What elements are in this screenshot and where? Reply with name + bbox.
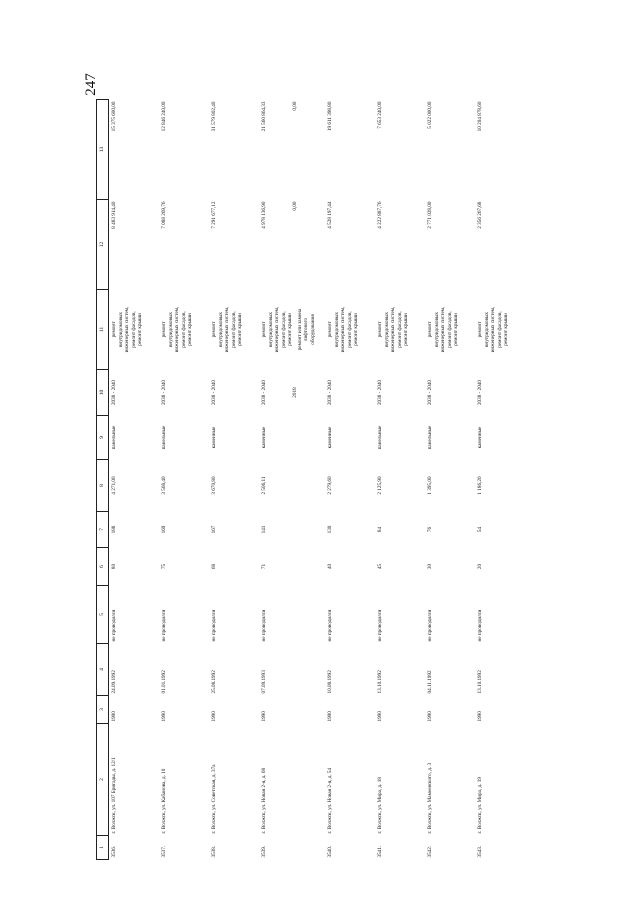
year-cell: 1990 [377,711,383,722]
period-text: 2038 - 2040 [477,379,483,406]
cost-value: 7 088 269,76 [161,201,167,229]
value-cell: 68 [211,563,217,570]
row-number: 3538. [211,845,217,858]
works-cell [259,290,325,370]
work-line: ремонт крыши [287,313,293,346]
column-header: 13 [97,100,109,200]
wall-material-cell: каменные [211,426,217,449]
total-cell [325,100,375,200]
address-cell: г. Волжск, ул. Мира, д. 19 [477,777,483,834]
cost-cell [109,200,160,290]
last-repair-cell: не проводился [477,609,483,642]
total-value: 15 375 600,00 [111,101,117,132]
column-header: 10 [97,370,109,416]
column-header: 7 [97,512,109,548]
year-cell: 1990 [211,711,217,722]
table-row [425,100,475,860]
period-cell [425,370,475,416]
total-cell [159,100,209,200]
period-text: 2038 - 2040 [211,379,217,406]
year-cell: 1990 [161,711,167,722]
rotated-table-container [96,100,546,860]
wall-material-cell: панельные [111,425,117,450]
column-header: 9 [97,416,109,460]
value-cell: 75 [161,563,167,570]
cost-cell [209,200,259,290]
work-line: ремонт крыши [137,313,143,346]
table-row [375,100,425,860]
works-cell [159,290,209,370]
work-line: внутридомовых [333,311,340,348]
row-number: 3540. [327,845,333,858]
work-line: ремонт [477,321,483,338]
area-cell: 3 568,40 [161,476,167,495]
work-line: инженерных систем, [274,306,280,353]
date-cell: 04.11.1992 [427,670,433,694]
column-header: 5 [97,586,109,644]
total-value: 0,00 [291,101,298,111]
address-cell: г. Волжск, ул. Новая 2-я, д. 54 [327,767,333,834]
works-cell [209,290,259,370]
page-number: 247 [82,73,99,96]
work-line: ремонт [211,321,217,338]
column-header: 11 [97,290,109,370]
wall-material-cell: каменные [477,426,483,449]
work-line: ремонт крыши [187,313,193,346]
total-cell [475,100,525,200]
period-text: 2018 [291,387,298,398]
row-number: 3537. [161,845,167,858]
value-cell: 167 [211,525,217,534]
period-text: 2038 - 2040 [377,379,383,406]
work-line: внутридомовых [117,311,124,348]
column-header: 8 [97,460,109,512]
last-repair-cell: не проводился [211,609,217,642]
total-value: 10 204 878,60 [477,101,483,132]
work-line: ремонт фасадов, [230,311,237,348]
work-line: внутридомовых [433,311,440,348]
table-row [325,100,375,860]
work-line: инженерных систем, [124,306,130,353]
cost-value: 0,00 [291,201,298,211]
works-cell [325,290,375,370]
last-repair-cell: не проводился [427,609,433,642]
date-cell: 07.09.1993 [261,670,267,694]
address-cell: г. Волжск, ул. 107 Бригады, д. 12/1 [111,757,117,834]
work-line: ремонт фасадов, [496,311,503,348]
row-number: 3536. [111,845,117,858]
date-cell: 25.08.1992 [211,670,217,694]
wall-material-cell: панельные [377,425,383,450]
work-line: ремонт крыши [353,313,359,346]
cost-cell [375,200,425,290]
area-cell: 2 125,90 [377,476,383,495]
area-cell: 4 271,00 [111,476,117,495]
wall-material-cell: панельные [161,425,167,450]
total-cell [209,100,259,200]
year-cell: 1990 [261,711,267,722]
address-cell: г. Волжск, ул. Новая 2-я, д. 68 [261,767,267,834]
date-cell: 10.08.1992 [327,670,333,694]
value-cell: 188 [111,525,117,534]
column-header: 2 [97,724,109,836]
total-value: 31 579 802,40 [211,101,217,132]
work-line: ремонт крыши [237,313,243,346]
value-cell: 80 [111,563,117,570]
year-cell: 1990 [111,711,117,722]
cost-value: 4 528 197,44 [327,201,333,229]
period-text: 2038 - 2040 [111,379,117,406]
row-number: 3539. [261,845,267,858]
cost-value: 2 771 028,00 [427,201,433,229]
total-value: 19 611 398,80 [327,101,333,132]
work-line: внутридомовых [217,311,224,348]
work-line: внутридомовых [167,311,174,348]
total-cell [425,100,475,200]
table-row [259,100,325,860]
area-cell: 1 395,00 [427,476,433,495]
cost-value: 4 978 136,90 [261,201,267,229]
work-line: ремонт фасадов, [130,311,137,348]
area-cell: 1 186,20 [477,476,483,495]
cost-cell [475,200,525,290]
value-cell: 76 [427,526,433,533]
work-line: ремонт фасадов, [346,311,353,348]
last-repair-cell: не проводился [261,609,267,642]
work-line: ремонт крыши [453,313,459,346]
work-line: инженерных систем, [390,306,396,353]
period-cell [325,370,375,416]
total-value: 12 846 240,00 [161,101,167,132]
works-cell [109,290,160,370]
table-row [209,100,259,860]
period-cell [375,370,425,416]
year-cell: 1990 [477,711,483,722]
area-cell: 3 670,80 [211,476,217,495]
value-cell: 71 [261,563,267,570]
column-header: 4 [97,644,109,696]
total-value: 21 560 864,33 [261,101,267,132]
date-cell: 24.09.1992 [111,670,117,694]
table-body [109,100,526,860]
column-header: 3 [97,696,109,724]
cost-cell [325,200,375,290]
work-line: ремонт [261,321,267,338]
table-row [159,100,209,860]
period-text: 2038 - 2040 [427,379,433,406]
period-cell [159,370,209,416]
work-line: инженерных систем, [340,306,346,353]
last-repair-cell: не проводился [327,609,333,642]
value-cell: 169 [161,525,167,534]
table-row [475,100,525,860]
cost-value: 2 356 267,68 [477,201,483,229]
column-header: 1 [97,836,109,860]
column-header: 12 [97,200,109,290]
period-cell [209,370,259,416]
work-line: ремонт [111,321,117,338]
wall-material-cell: панельные [427,425,433,450]
last-repair-cell: не проводился [377,609,383,642]
last-repair-cell: не проводился [111,609,117,642]
work-line: ремонт крыши [403,313,409,346]
date-cell: 13.10.1992 [477,670,483,694]
work-line: инженерных систем, [490,306,496,353]
cost-cell [425,200,475,290]
value-cell: 30 [427,563,433,570]
cost-cell [259,200,325,290]
value-cell: 20 [477,563,483,570]
date-cell: 13.10.1992 [377,670,383,694]
work-line: оборудования [309,314,316,345]
work-line: ремонт фасадов, [396,311,403,348]
value-cell: 130 [327,525,333,534]
area-cell: 2 279,60 [327,476,333,495]
period-cell [109,370,160,416]
works-cell [475,290,525,370]
works-cell [425,290,475,370]
cost-value: 8 483 914,40 [111,201,117,229]
works-cell [375,290,425,370]
work-line: внутридомовых [483,311,490,348]
work-line: инженерных систем, [174,306,180,353]
address-cell: г. Волжск, ул. Кабанова, д. 10 [161,768,167,834]
value-cell: 45 [377,563,383,570]
table-row [109,100,160,860]
address-cell: г. Волжск, ул. Мира, д. 18 [377,777,383,834]
cost-value: 7 291 677,12 [211,201,217,229]
table-header-row [97,100,109,860]
work-line: инженерных систем, [440,306,446,353]
date-cell: 01.01.1992 [161,670,167,694]
period-text: 2038 - 2040 [261,379,267,406]
period-cell [259,370,325,416]
cost-cell [159,200,209,290]
year-cell: 1990 [427,711,433,722]
value-cell: 54 [477,526,483,533]
column-header: 6 [97,548,109,586]
total-cell [375,100,425,200]
value-cell: 141 [261,525,267,534]
last-repair-cell: не проводился [161,609,167,642]
row-number: 3541. [377,845,383,858]
work-line: ремонт фасадов, [280,311,287,348]
work-line: ремонт фасадов, [446,311,453,348]
wall-material-cell: каменные [261,426,267,449]
work-line: ремонт фасадов, [180,311,187,348]
row-number: 3542. [427,845,433,858]
cost-value: 4 222 887,76 [377,201,383,229]
period-cell [475,370,525,416]
value-cell: 84 [377,526,383,533]
wall-material-cell: каменные [327,426,333,449]
work-line: ремонт [327,321,333,338]
period-text: 2038 - 2040 [327,379,333,406]
work-line: ремонт [161,321,167,338]
total-value: 5 022 000,00 [427,101,433,129]
total-value: 7 653 240,00 [377,101,383,129]
work-line: лифтового [303,317,309,342]
address-cell: г. Волжск, ул. Советская, д. 37а [211,764,217,834]
value-cell: 40 [327,563,333,570]
year-cell: 1990 [327,711,333,722]
work-line: ремонт или замена [296,308,303,351]
work-line: ремонт крыши [503,313,509,346]
period-text: 2038 - 2040 [161,379,167,406]
repair-program-table [96,99,525,860]
work-line: внутридомовых [267,311,274,348]
total-cell [109,100,160,200]
area-cell: 2 506,11 [261,476,267,495]
work-line: ремонт [377,321,383,338]
work-line: инженерных систем, [224,306,230,353]
address-cell: г. Волжск, ул. Мамеевского, д. 3 [427,762,433,834]
work-line: ремонт [427,321,433,338]
work-line: внутридомовых [383,311,390,348]
total-cell [259,100,325,200]
row-number: 3543. [477,845,483,858]
